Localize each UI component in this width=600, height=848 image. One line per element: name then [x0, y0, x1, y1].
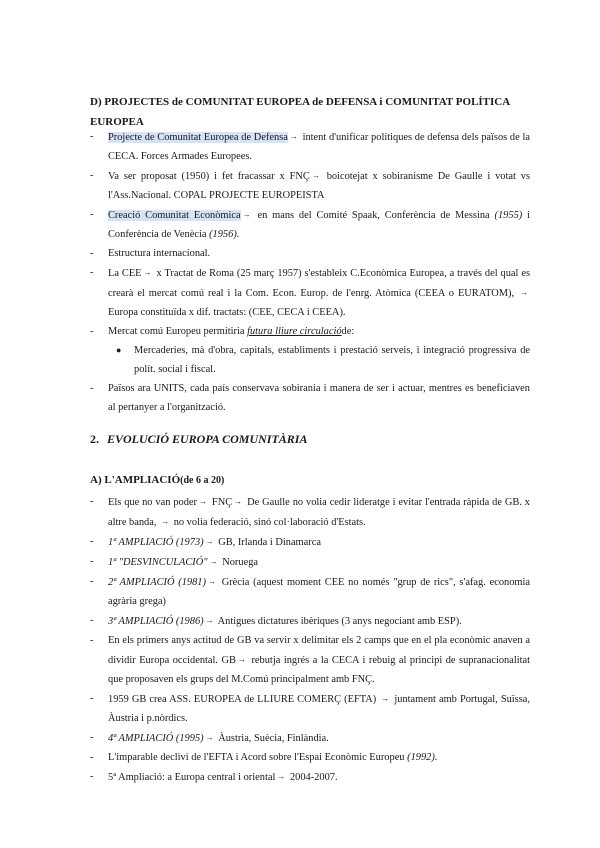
- arrow-icon: →: [289, 132, 298, 141]
- item-text: 1959 GB crea ASS. EUROPEA de LLIURE COMERÇ (EFTA): [108, 694, 377, 705]
- list-item: [90, 532, 530, 552]
- list-item: [90, 127, 530, 166]
- item-text: Mercat comú Europeu permitiria: [108, 326, 245, 337]
- list-item: [90, 552, 530, 572]
- item-text: Països ara UNITS, cada país conservava sobirania i manera de ser i actuar, mentres es beneficiaven al pertanyer a l'organització.: [108, 383, 530, 413]
- list-item: [90, 263, 530, 322]
- dash-marker: -: [90, 693, 94, 704]
- list-item: [90, 572, 530, 611]
- list-item: [90, 728, 530, 748]
- arrow-icon: →: [277, 772, 286, 781]
- year-text: (1955): [494, 210, 523, 221]
- highlighted-text: Creació Comunitat Econòmica: [108, 210, 241, 221]
- arrow-icon: →: [143, 268, 152, 277]
- item-text: Grècia (aquest moment CEE no només "grup de rics", s'afag. economia agrària grega): [108, 577, 530, 607]
- list-item: [90, 767, 530, 787]
- arrow-icon: →: [205, 616, 214, 625]
- section-2-heading: [90, 432, 307, 447]
- list-item: [90, 322, 530, 379]
- arrow-icon: →: [311, 171, 320, 180]
- dash-marker: -: [90, 131, 94, 142]
- section-number: 2.: [90, 432, 99, 446]
- subsection-a-heading: [90, 474, 224, 486]
- item-text: Noruega: [222, 557, 259, 568]
- sub-list: [108, 341, 530, 379]
- italic-text: 1ª AMPLIACIÓ (1973): [108, 537, 204, 548]
- dash-marker: -: [90, 267, 94, 278]
- item-text: no volia federació, sinó col·laboració d'Estats.: [173, 517, 366, 528]
- dash-marker: -: [90, 635, 94, 646]
- dash-marker: -: [90, 496, 94, 507]
- dash-marker: -: [90, 536, 94, 547]
- subsection-range: (de 6 a 20): [180, 475, 225, 486]
- year-text: (1992).: [407, 752, 438, 763]
- item-text: Estructura internacional.: [108, 248, 211, 259]
- section-d-list: [90, 127, 530, 417]
- dash-marker: -: [90, 576, 94, 587]
- arrow-icon: →: [381, 694, 390, 703]
- dash-marker: -: [90, 732, 94, 743]
- item-text: De Gaulle no volia cedir lideratge i evitar l'entrada ràpida de GB. x altre banda,: [108, 497, 530, 528]
- section-d-heading: D) PROJECTES de COMUNITAT EUROPEA de DEFENSA i COMUNITAT POLÍTICA EUROPEA: [90, 96, 510, 128]
- arrow-icon: →: [242, 210, 251, 219]
- list-item: [90, 748, 530, 767]
- year-text: (1956).: [209, 229, 240, 240]
- dash-marker: -: [90, 615, 94, 626]
- item-text: En els primers anys actitud de GB va servir x delimitar els 2 camps que en el pla econòmic anaven a dividir Europa occidental. GB: [108, 635, 530, 666]
- italic-text: 3ª AMPLIACIÓ (1986): [108, 616, 204, 627]
- sub-list-item: [108, 341, 530, 379]
- item-text: Els que no van poder: [108, 497, 197, 508]
- arrow-icon: →: [209, 557, 218, 566]
- list-item: [90, 689, 530, 728]
- item-text: La CEE: [108, 268, 142, 279]
- dash-marker: -: [90, 170, 94, 181]
- item-text: boicotejat x sobiranisme De Gaulle i votat vs l'Ass.Nacional. COPAL PROJECTE EUROPEISTA: [108, 171, 530, 201]
- arrow-icon: →: [207, 577, 216, 586]
- arrow-icon: →: [199, 497, 207, 506]
- item-text: Europa constituïda x dif. tractats: (CEE, CECA i CEEA).: [108, 307, 346, 318]
- list-item: [90, 205, 530, 244]
- italic-text: 4ª AMPLIACIÓ (1995): [108, 733, 204, 744]
- item-text: juntament amb Portugal, Suïssa, Àustria i p.nòrdics.: [108, 694, 530, 724]
- dash-marker: -: [90, 383, 94, 394]
- list-item: [90, 631, 530, 689]
- item-text: Àustria, Suècia, Finlàndia.: [218, 733, 329, 744]
- subsection-title: A) L'AMPLIACIÓ: [90, 474, 181, 486]
- item-text: FNÇ: [211, 497, 233, 508]
- section-a-list: [90, 492, 530, 787]
- item-text: en mans del Comité Spaak, Conferència de Messina: [257, 210, 490, 221]
- item-text: L'imparable declivi de l'EFTA i Acord sobre l'Espai Econòmic Europeu: [108, 752, 405, 763]
- item-text: de:: [341, 326, 355, 337]
- item-text: Va ser proposat (1950) i fet fracassar x FNÇ: [108, 171, 310, 182]
- item-text: i Conferència de Venècia: [108, 210, 530, 240]
- item-text: 5ª Ampliació: a Europa central i oriental: [108, 772, 276, 783]
- dash-marker: -: [90, 209, 94, 220]
- dash-marker: -: [90, 326, 94, 337]
- arrow-icon: →: [520, 288, 528, 297]
- dash-marker: -: [90, 752, 94, 763]
- dash-marker: -: [90, 771, 94, 782]
- item-text: intent d'unificar polítiques de defensa dels països de la CECA. Forces Armades Europees.: [108, 132, 530, 162]
- list-item: [90, 611, 530, 631]
- section-title: EVOLUCIÓ EUROPA COMUNITÀRIA: [107, 432, 308, 446]
- highlighted-text: Projecte de Comunitat Europea de Defensa: [108, 132, 288, 143]
- dash-marker: -: [90, 556, 94, 567]
- arrow-icon: →: [237, 655, 246, 664]
- item-text: x Tractat de Roma (25 març 1957) s'estableix C.Econòmica Europea, a través del qual es crearà el mercat comú real i la Com. Econ. Europ. de l'enrg. Atòmica (CEEA o EURATOM),: [108, 268, 530, 299]
- italic-text: 2ª AMPLIACIÓ (1981): [108, 577, 206, 588]
- item-text: Antigues dictatures ibèriques (3 anys negociant amb ESP).: [217, 616, 462, 627]
- arrow-icon: →: [234, 497, 243, 506]
- list-item: [90, 379, 530, 417]
- item-text: Mercaderies, mà d'obra, capitals, establiments i prestació serveis, i integració progressiva de polít. social i fiscal.: [134, 345, 530, 375]
- italic-text: 1ª "DESVINCULACIÓ": [108, 557, 208, 568]
- item-text: GB, Irlanda i Dinamarca: [218, 537, 321, 548]
- underlined-text: futura lliure circulació: [247, 326, 342, 337]
- item-text: rebutja ingrés a la CECA i rebuig al principi de supranacionalitat que proposaven els grups del M.Comú principalment amb FNÇ.: [108, 655, 531, 685]
- dash-marker: -: [90, 248, 94, 259]
- arrow-icon: →: [205, 733, 214, 742]
- list-item: [90, 244, 530, 263]
- arrow-icon: →: [205, 537, 214, 546]
- list-item: [90, 492, 530, 532]
- bullet-icon: ●: [116, 345, 122, 355]
- list-item: [90, 166, 530, 205]
- item-text: 2004-2007.: [289, 772, 338, 783]
- arrow-icon: →: [161, 517, 170, 526]
